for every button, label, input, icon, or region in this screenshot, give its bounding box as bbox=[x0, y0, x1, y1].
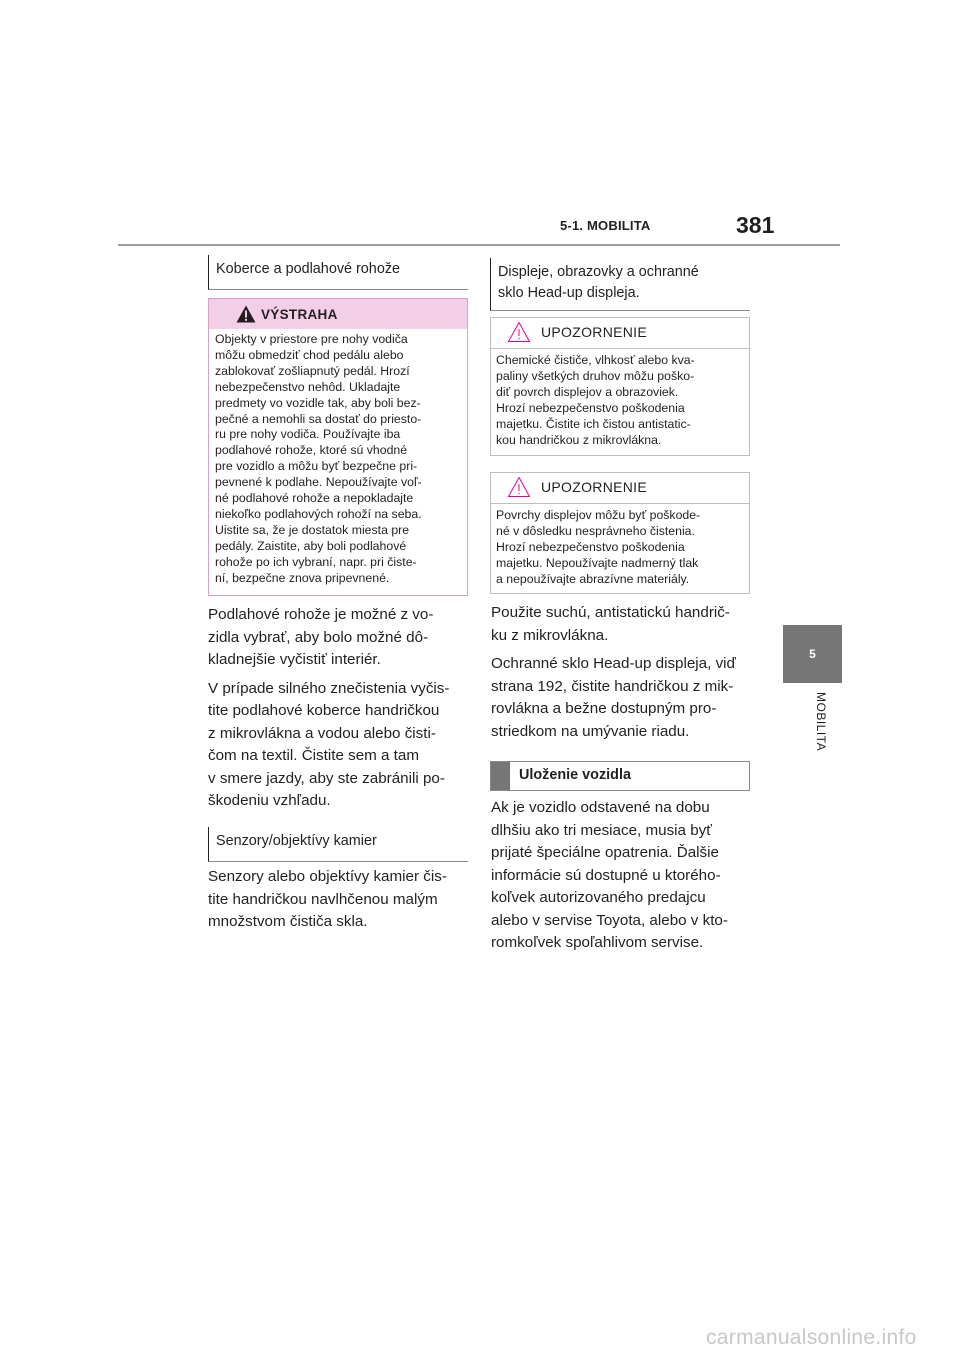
paragraph-text bbox=[208, 866, 470, 934]
paragraph-text bbox=[208, 604, 470, 672]
text-line: množstvom čističa skla. bbox=[208, 913, 368, 930]
subhead-storage-title: Uloženie vozidla bbox=[519, 767, 631, 783]
notice-box-chemicals bbox=[490, 317, 750, 456]
text-line: Hrozí nebezpečenstvo poškodenia bbox=[496, 400, 685, 415]
chapter-tab-label: MOBILITA bbox=[814, 692, 828, 752]
text-line: informácie sú dostupné u ktorého- bbox=[491, 866, 721, 884]
subhead-displays bbox=[490, 258, 750, 311]
notice-title: UPOZORNENIE bbox=[541, 324, 647, 340]
paragraph-text bbox=[491, 797, 753, 955]
text-line: diť povrch displejov a obrazoviek. bbox=[496, 384, 679, 399]
text-line: Povrchy displejov môžu byť poškode- bbox=[496, 508, 701, 522]
paragraph-storage bbox=[491, 797, 753, 955]
text-line: Ak je vozidlo odstavené na dobu bbox=[491, 799, 710, 816]
text-line: pedály. Zaistite, aby boli podlahové bbox=[215, 538, 407, 553]
text-line: Podlahové rohože je možné z vo- bbox=[208, 606, 434, 623]
text-line: kou handričkou z mikrovlákna. bbox=[496, 432, 662, 447]
text-line: podlahové rohože, ktoré sú vhodné bbox=[215, 443, 408, 458]
text-line: čom na textil. Čistite sem a tam bbox=[208, 747, 420, 764]
notice-box-surfaces bbox=[490, 472, 750, 594]
text-line: niekoľko podlahových rohoží na seba. bbox=[215, 506, 422, 521]
text-line: tite handričkou navlhčenou malým bbox=[208, 890, 438, 908]
text-line: Hrozí nebezpečenstvo poškodenia bbox=[496, 539, 685, 554]
watermark: carmanualsonline.info bbox=[706, 1326, 917, 1349]
notice-text bbox=[491, 349, 749, 448]
text-line: Použite suchú, antistatickú handrič- bbox=[491, 604, 730, 621]
text-line: Senzory alebo objektívy kamier čis- bbox=[208, 868, 447, 885]
text-line: zidla vybrať, aby bolo možné dô- bbox=[208, 628, 429, 646]
text-line: romkoľvek spoľahlivom servise. bbox=[491, 934, 704, 951]
text-line: prijaté špeciálne opatrenia. Ďalšie bbox=[491, 844, 719, 861]
text-line: V prípade silného znečistenia vyčis- bbox=[208, 679, 450, 697]
text-line: Objekty v priestore pre nohy vodiča bbox=[215, 332, 408, 346]
text-line: ru pre nohy vodiča. Používajte iba bbox=[215, 427, 401, 442]
subhead-sensors: Senzory/objektívy kamier bbox=[208, 827, 468, 862]
paragraph-sensors bbox=[208, 866, 470, 934]
page-number: 381 bbox=[736, 212, 775, 238]
text-line: Chemické čističe, vlhkosť alebo kva- bbox=[496, 353, 695, 367]
text-line: pevnené k podlahe. Nepoužívajte voľ- bbox=[215, 475, 422, 490]
text-line: nebezpečenstvo nehôd. Ukladajte bbox=[215, 379, 401, 394]
section-title: 5-1. MOBILITA bbox=[560, 218, 651, 233]
text-line: strana 192, čistite handričkou z mik- bbox=[491, 677, 734, 695]
text-line: v smere jazdy, aby ste zabránili po- bbox=[208, 769, 445, 787]
text-line: ní, bezpečne znova pripevnené. bbox=[215, 570, 390, 585]
header-rule bbox=[118, 244, 840, 246]
notice-header bbox=[491, 473, 749, 504]
text-line: môžu obmedziť chod pedálu alebo bbox=[215, 347, 404, 362]
text-line: pečné a nemohli sa dostať do priesto- bbox=[215, 411, 422, 426]
text-line: dlhšiu ako tri mesiace, musia byť bbox=[491, 821, 712, 839]
paragraph-text bbox=[491, 653, 753, 743]
text-line: z mikrovlákna a vodou alebo čisti- bbox=[208, 724, 436, 742]
text-line: pre vozidlo a môžu byť bezpečne pri- bbox=[215, 459, 418, 474]
warning-title: VÝSTRAHA bbox=[261, 307, 338, 322]
text-line: a nepoužívajte abrazívne materiály. bbox=[496, 571, 690, 586]
text-line: zablokovať zošliapnutý pedál. Hrozí bbox=[215, 363, 410, 378]
text-line: majetku. Čistite ich čistou antistatic- bbox=[496, 416, 691, 431]
text-line: alebo v servise Toyota, alebo v kto- bbox=[491, 911, 728, 929]
paragraph-displays bbox=[491, 602, 753, 743]
text-line: kladnejšie vyčistiť interiér. bbox=[208, 651, 381, 668]
text-line: rohože po ich vybraní, napr. pri čiste- bbox=[215, 554, 417, 569]
text-line: Displeje, obrazovky a ochranné bbox=[498, 264, 699, 280]
warning-header bbox=[209, 299, 467, 329]
text-line: striedkom na umývanie riadu. bbox=[491, 722, 690, 740]
notice-title: UPOZORNENIE bbox=[541, 479, 647, 495]
text-line: paliny všetkých druhov môžu poško- bbox=[496, 368, 695, 383]
text-line: ku z mikrovlákna. bbox=[491, 626, 609, 644]
text-line: tite podlahové koberce handričkou bbox=[208, 702, 440, 719]
text-line: Uistite sa, že je dostatok miesta pre bbox=[215, 522, 410, 537]
subhead-storage bbox=[490, 761, 750, 791]
caution-triangle-icon bbox=[507, 476, 531, 498]
warning-box bbox=[208, 298, 468, 596]
text-line: sklo Head-up displeja. bbox=[498, 285, 640, 301]
subhead-carpets: Koberce a podlahové rohože bbox=[208, 255, 468, 290]
warning-text bbox=[209, 329, 467, 587]
paragraph-text bbox=[208, 678, 470, 813]
subhead-marker bbox=[491, 762, 510, 790]
notice-text bbox=[491, 504, 749, 588]
text-line: rovlákna a bežne dostupným pro- bbox=[491, 700, 717, 717]
notice-header bbox=[491, 318, 749, 349]
text-line: majetku. Nepoužívajte nadmerný tlak bbox=[496, 555, 699, 570]
paragraph-carpets-removal bbox=[208, 604, 470, 813]
caution-triangle-icon bbox=[507, 321, 531, 343]
text-line: škodeniu vzhľadu. bbox=[208, 792, 331, 809]
warning-triangle-icon bbox=[236, 305, 256, 323]
text-line: né v dôsledku nesprávneho čistenia. bbox=[496, 523, 695, 538]
text-line: predmety vo vozidle tak, aby boli bez- bbox=[215, 395, 421, 410]
paragraph-text bbox=[491, 602, 753, 647]
chapter-tab: 5 bbox=[783, 625, 842, 683]
text-line: Ochranné sklo Head-up displeja, viď bbox=[491, 655, 736, 672]
text-line: né podlahové rohože a nepokladajte bbox=[215, 491, 414, 506]
text-line: koľvek autorizovaného predajcu bbox=[491, 889, 706, 906]
